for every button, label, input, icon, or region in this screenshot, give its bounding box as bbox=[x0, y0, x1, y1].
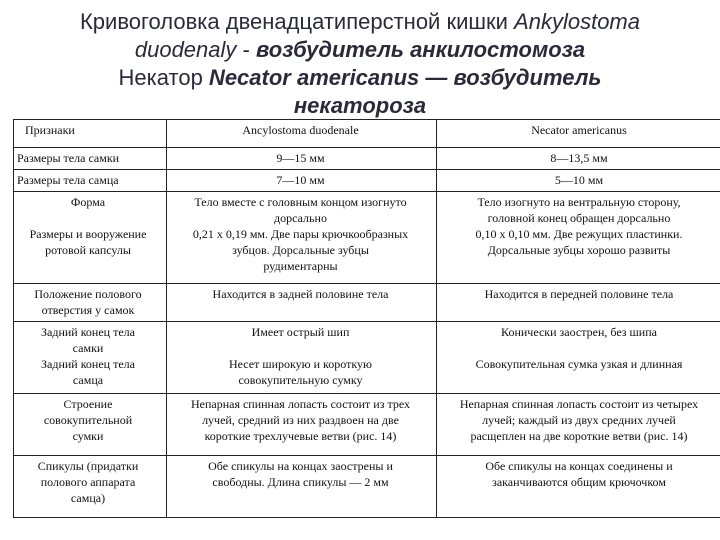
cell-line: 9—15 мм bbox=[276, 151, 325, 165]
title-latin: Necator americanus — возбудитель bbox=[208, 65, 602, 90]
title-line-2 bbox=[0, 36, 720, 64]
cell-line: 5—10 мм bbox=[554, 173, 604, 187]
title-line-1 bbox=[0, 8, 720, 36]
cell-line: Размеры и вооружение bbox=[29, 227, 147, 241]
table-row bbox=[13, 393, 720, 455]
cell-line: Находится в задней половине тела bbox=[212, 287, 389, 301]
cell-line: дорсально bbox=[274, 211, 327, 225]
cell-line: Совокупительная сумка узкая и длинная bbox=[475, 357, 683, 371]
cell-line: Непарная спинная лопасть состоит из четырех bbox=[459, 397, 699, 411]
table-rule bbox=[13, 147, 720, 148]
cell-line: Задний конец тела bbox=[41, 325, 135, 339]
table-row bbox=[13, 169, 720, 191]
cell-line: Находится в передней половине тела bbox=[484, 287, 674, 301]
row-feature bbox=[13, 321, 163, 393]
row-feature bbox=[13, 393, 163, 455]
cell-spacer bbox=[438, 340, 720, 356]
table-rule bbox=[13, 169, 720, 170]
cell-line: Конически заострен, без шипа bbox=[501, 325, 657, 339]
title-line-4: некатороза bbox=[293, 93, 427, 118]
row-ancylostoma bbox=[168, 147, 433, 169]
cell-line: Задний конец тела bbox=[41, 357, 135, 371]
cell-line: Обе спикулы на концах соединены и bbox=[485, 459, 673, 473]
table-rule bbox=[13, 455, 720, 456]
cell-line: заканчиваются общим крючочком bbox=[492, 475, 666, 489]
cell-line: самца) bbox=[70, 491, 106, 505]
cell-line: зубцов. Дорсальные зубцы bbox=[232, 243, 369, 257]
table-rule bbox=[13, 393, 720, 394]
table-column-divider bbox=[166, 119, 167, 518]
row-ancylostoma bbox=[168, 455, 433, 517]
title-text: Кривоголовка двенадцатиперстной кишки bbox=[79, 9, 515, 34]
slide-title bbox=[0, 8, 720, 120]
table-rule bbox=[13, 191, 720, 192]
cell-line: Дорсальные зубцы хорошо развиты bbox=[487, 243, 671, 257]
cell-line: отверстия у самок bbox=[41, 303, 135, 317]
table-row bbox=[13, 191, 720, 283]
cell-line: самки bbox=[72, 341, 104, 355]
row-feature bbox=[13, 169, 163, 191]
cell-line: 8—13,5 мм bbox=[550, 151, 608, 165]
row-ancylostoma bbox=[168, 191, 433, 283]
table-border-left bbox=[13, 119, 14, 518]
cell-line: короткие трехлучевые ветви (рис. 14) bbox=[204, 429, 397, 443]
row-necator bbox=[438, 191, 720, 283]
table-row bbox=[13, 455, 720, 517]
cell-line: рудиментарны bbox=[263, 259, 338, 273]
row-ancylostoma bbox=[168, 321, 433, 393]
cell-line: лучей; каждый из двух средних лучей bbox=[482, 413, 676, 427]
cell-line: лучей, средний из них раздвоен на две bbox=[202, 413, 399, 427]
row-ancylostoma bbox=[168, 393, 433, 455]
table-border-bottom bbox=[13, 517, 720, 518]
cell-line: Размеры тела самки bbox=[17, 151, 120, 165]
cell-line: Несет широкую и короткую bbox=[229, 357, 372, 371]
row-necator bbox=[438, 393, 720, 455]
row-ancylostoma bbox=[168, 169, 433, 191]
cell-line: совокупительную сумку bbox=[238, 373, 363, 387]
title-text: Некатор bbox=[118, 65, 209, 90]
cell-line: Положение полового bbox=[34, 287, 142, 301]
title-latin: duodenaly bbox=[134, 37, 237, 62]
table-row bbox=[13, 283, 720, 321]
cell-line: головной конец обращен дорсально bbox=[487, 211, 671, 225]
cell-line: Непарная спинная лопасть состоит из трех bbox=[190, 397, 411, 411]
row-necator bbox=[438, 321, 720, 393]
cell-line: Форма bbox=[70, 195, 106, 209]
cell-line: Тело изогнуто на вентральную сторону, bbox=[477, 195, 681, 209]
cell-line: Спикулы (придатки bbox=[37, 459, 139, 473]
title-latin: Ankylostoma bbox=[514, 9, 640, 34]
row-necator bbox=[438, 455, 720, 517]
cell-line: полового аппарата bbox=[40, 475, 136, 489]
table-column-divider bbox=[436, 119, 437, 518]
cell-line: Имеет острый шип bbox=[251, 325, 350, 339]
title-disease: возбудитель анкилостомоза bbox=[255, 37, 586, 62]
row-ancylostoma bbox=[168, 283, 433, 321]
cell-line: Строение bbox=[63, 397, 113, 411]
cell-line: ротовой капсулы bbox=[45, 243, 131, 257]
table-border-top bbox=[13, 119, 720, 120]
cell-line: 0,21 х 0,19 мм. Две пары крючкообразных bbox=[192, 227, 409, 241]
cell-line: самца bbox=[72, 373, 104, 387]
row-necator bbox=[438, 147, 720, 169]
row-feature bbox=[13, 283, 163, 321]
cell-line: расщеплен на две короткие ветви (рис. 14) bbox=[470, 429, 688, 443]
row-necator bbox=[438, 169, 720, 191]
header-necator: Necator americanus bbox=[531, 123, 627, 137]
row-feature bbox=[13, 147, 163, 169]
header-feature: Признаки bbox=[25, 123, 75, 137]
cell-spacer bbox=[13, 210, 163, 226]
title-dash: - bbox=[236, 37, 256, 62]
title-line-3 bbox=[0, 64, 720, 92]
table-rule bbox=[13, 283, 720, 284]
cell-line: Тело вместе с головным концом изогнуто bbox=[194, 195, 407, 209]
table-row bbox=[13, 321, 720, 393]
cell-line: сумки bbox=[72, 429, 104, 443]
cell-line: Обе спикулы на концах заострены и bbox=[208, 459, 393, 473]
row-feature bbox=[13, 191, 163, 283]
table-row bbox=[13, 147, 720, 169]
cell-line: 7—10 мм bbox=[276, 173, 325, 187]
row-necator bbox=[438, 283, 720, 321]
header-ancylostoma: Ancylostoma duodenale bbox=[242, 123, 359, 137]
table-header-row bbox=[13, 119, 720, 147]
cell-line: совокупительной bbox=[43, 413, 133, 427]
table-rule bbox=[13, 321, 720, 322]
row-feature bbox=[13, 455, 163, 517]
cell-spacer bbox=[168, 340, 433, 356]
cell-line: свободны. Длина спикулы — 2 мм bbox=[212, 475, 389, 489]
cell-line: 0,10 х 0,10 мм. Две режущих пластинки. bbox=[475, 227, 683, 241]
cell-line: Размеры тела самца bbox=[17, 173, 119, 187]
